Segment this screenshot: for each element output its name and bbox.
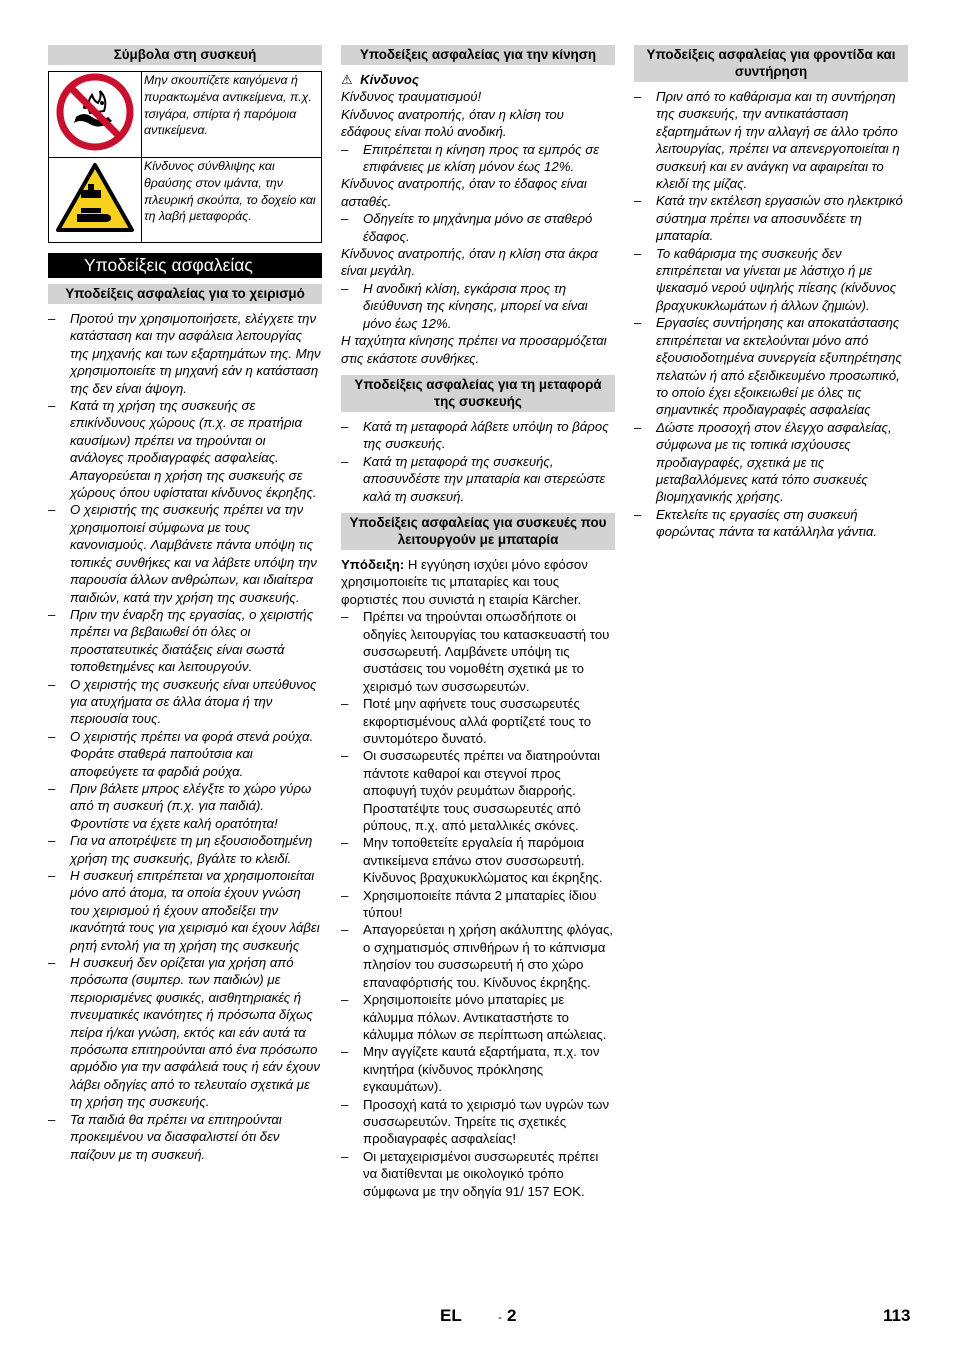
list-item: – Πρέπει να τηρούνται οπωσδήποτε οι οδηγίες λειτουργίας του κατασκευαστή του συσσωρευτή. Λαμβάνετε υπόψη τις συστάσεις του νομοθέτη σχετικά με το χειρισμό των συσσωρευτών.: [341, 608, 615, 695]
list-item: – Πριν την έναρξη της εργασίας, ο χειριστής πρέπει να βεβαιωθεί ότι όλες οι προστατευτικές διατάξεις είναι σωστά τοποθετημένες και λειτουργούν.: [48, 606, 322, 676]
care-list: [634, 88, 908, 541]
list-item: – Κατά τη μεταφορά της συσκευής, αποσυνδέστε την μπαταρία και στερεώστε καλά τη συσκευή.: [341, 453, 615, 505]
list-item: – Ποτέ μην αφήνετε τους συσσωρευτές εκφορτισμένους αλλά φορτίζετέ τους το συντομότερο δυνατό.: [341, 695, 615, 747]
handling-heading: Υποδείξεις ασφαλείας για το χειρισμό: [48, 284, 322, 304]
list-item: – Εκτελείτε τις εργασίες στη συσκευή φορώντας πάντα τα κατάλληλα γάντια.: [634, 506, 908, 541]
list-item: – Για να αποτρέψετε τη μη εξουσιοδοτημένη χρήση της συσκευής, βγάλτε το κλειδί.: [48, 832, 322, 867]
list-item: – Ο χειριστής της συσκευής πρέπει να την χρησιμοποιεί σύμφωνα με τους κανονισμούς. Λαμβάνετε πάντα υπόψη τις τοπικές συνθήκες και να λάβετε υπόψη την παρουσία άλλων ανθρώπων, και ιδιαίτερα παιδιών, κατά την χρήση της συσκευής.: [48, 501, 322, 605]
motion-list: [341, 141, 615, 176]
list-item: – Πριν βάλετε μπρος ελέγξτε το χώρο γύρω από τη συσκευή (π.χ. για παιδιά). Φροντίστε να έχετε καλή ορατότητα!: [48, 780, 322, 832]
handling-list: [48, 310, 322, 1163]
symbol-icon-cell: [49, 72, 142, 158]
symbol-row: [49, 158, 322, 243]
list-item: – Δώστε προσοχή στον έλεγχο ασφαλείας, σύμφωνα με τις τοπικά ισχύουσες προδιαγραφές, σχετικά με τις μεταβαλλόμενες κατά τόπο συσκευές βιομηχανικής χρήσης.: [634, 419, 908, 506]
list-item: – Προσοχή κατά το χειρισμό των υγρών των συσσωρευτών. Τηρείτε τις σχετικές προδιαγραφές ασφαλείας!: [341, 1096, 615, 1148]
list-item: – Προτού την χρησιμοποιήσετε, ελέγχετε την κατάσταση και την ασφάλεια λειτουργίας της μηχανής και των εξαρτημάτων της. Μην χρησιμοποιείτε τη μηχανή εάν η κατάσταση της δεν είναι άψογη.: [48, 310, 322, 397]
list-item: – Το καθάρισμα της συσκευής δεν επιτρέπεται να γίνεται με λάστιχο ή με ψεκασμό νερού υψηλής πίεσης (κίνδυνος βραχυκυκλωμάτων ή άλλων ζημιών).: [634, 245, 908, 315]
list-item: – Κατά τη χρήση της συσκευής σε επικίνδυνους χώρους (π.χ. σε πρατήρια καυσίμων) πρέπει να τηρούνται οι ανάλογες προδιαγραφές ασφαλείας. Απαγορεύεται η χρήση της συσκευής σε χώρους όπου υφίσταται κίνδυνος έκρηξης.: [48, 397, 322, 501]
list-item: – Χρησιμοποιείτε πάντα 2 μπαταρίες ίδιου τύπου!: [341, 887, 615, 922]
list-item: – Απαγορεύεται η χρήση ακάλυπτης φλόγας, ο σχηματισμός σπινθήρων ή το κάπνισμα πλησίον του συσσωρευτή ή στο χώρο επαναφόρτισής του. Κίνδυνος έκρηξης.: [341, 921, 615, 991]
list-item: – Μην αγγίζετε καυτά εξαρτήματα, π.χ. τον κινητήρα (κίνδυνος πρόκλησης εγκαυμάτων).: [341, 1043, 615, 1095]
list-item: – Κατά την εκτέλεση εργασιών στο ηλεκτρικό σύστημα πρέπει να αποσυνδέετε τη μπαταρία.: [634, 192, 908, 244]
list-item: – Η συσκευή δεν ορίζεται για χρήση από πρόσωπα (συμπερ. των παιδιών) με περιορισμένες φυσικές, αισθητηριακές ή πνευματικές ικανότητες ή πρόσωπα δίχως πείρα ή/και γνώση, εκτός και εάν αυτά τα πρόσωπα επιτηρούνται από ένα πρόσωπο αρμόδιο για την ασφάλειά τους ή εάν έχουν λάβει οδηγίες από το τελευταίο σχετικά με τη χρήση της συσκευής.: [48, 954, 322, 1111]
motion-paragraph: Κίνδυνος τραυματισμού!: [341, 89, 482, 105]
motion-heading: Υποδείξεις ασφαλείας για την κίνηση: [341, 45, 615, 65]
motion-list: [341, 280, 615, 332]
symbol-text: Μην σκουπίζετε καιγόμενα ή πυρακτωμένα αντικείμενα, π.χ. τσιγάρα, σπίρτα ή παρόμοια αντικείμενα.: [142, 72, 322, 158]
list-item: – Μην τοποθετείτε εργαλεία ή παρόμοια αντικείμενα επάνω στον συσσωρευτή. Κίνδυνος βραχυκυκλώματος και έκρηξης.: [341, 834, 615, 886]
list-item: – Ο χειριστής της συσκευής είναι υπεύθυνος για ατυχήματα σε άλλα άτομα ή την περιουσία τους.: [48, 676, 322, 728]
list-item: – Οι μεταχειρισμένοι συσσωρευτές πρέπει να διατίθενται με οικολογικό τρόπο σύμφωνα με την οδηγία 91/ 157 ΕΟΚ.: [341, 1148, 615, 1200]
column-3: [634, 45, 908, 541]
list-item: – Ο χειριστής πρέπει να φορά στενά ρούχα. Φοράτε σταθερά παπούτσια και αποφεύγετε τα φαρδιά ρούχα.: [48, 728, 322, 780]
symbol-row: [49, 72, 322, 158]
list-item: – Η ανοδική κλίση, εγκάρσια προς τη διεύθυνση της κίνησης, μπορεί να είναι μόνο έως 12%.: [341, 280, 615, 332]
battery-list: [341, 608, 615, 1200]
list-item: – Οδηγείτε το μηχάνημα μόνο σε σταθερό έδαφος.: [341, 210, 615, 245]
note-label: Υπόδειξη:: [341, 556, 405, 572]
list-item: – Τα παιδιά θα πρέπει να επιτηρούνται προκειμένου να διασφαλιστεί ότι δεν παίζουν με τη συσκευή.: [48, 1111, 322, 1163]
symbol-icon-cell: [49, 158, 142, 243]
transport-list: [341, 418, 615, 505]
motion-content: [341, 88, 615, 367]
motion-paragraph: Κίνδυνος ανατροπής, όταν η κλίση στα άκρα είναι μεγάλη.: [341, 246, 598, 279]
battery-note: [341, 556, 615, 608]
symbol-text: Κίνδυνος σύνθλιψης και θραύσης στον ιμάντα, την πλευρική σκούπα, το δοχείο και τη λαβή μεταφοράς.: [142, 158, 322, 243]
column-1: [48, 45, 322, 1163]
column-2: [341, 45, 615, 1200]
safety-main-heading: Υποδείξεις ασφαλείας: [48, 253, 322, 278]
note-text: Η εγγύηση ισχύει μόνο εφόσον χρησιμοποιείτε τις μπαταρίες και τους φορτιστές που συνιστά η εταιρία Kärcher.: [341, 556, 588, 607]
crush-hazard-icon: [55, 162, 135, 234]
footer-separator: -: [498, 1310, 502, 1324]
motion-paragraph: Κίνδυνος ανατροπής, όταν το έδαφος είναι ασταθές.: [341, 176, 587, 209]
page-number: 113: [883, 1306, 911, 1325]
list-item: – Η συσκευή επιτρέπεται να χρησιμοποιείται μόνο από άτομα, τα οποία έχουν γνώση του χειρισμού ή έχουν αποδείξει την ικανότητά τους για χειρισμό και έχουν λάβει ρητή εντολή για τη χρήση της συσκευής: [48, 867, 322, 954]
danger-line: [341, 71, 615, 88]
no-burning-objects-icon: [56, 73, 134, 151]
symbols-heading: Σύμβολα στη συσκευή: [48, 45, 322, 65]
footer-language: EL: [440, 1306, 462, 1325]
motion-paragraph: Η ταχύτητα κίνησης πρέπει να προσαρμόζεται στις εκάστοτε συνθήκες.: [341, 333, 607, 366]
danger-label: Κίνδυνος: [360, 72, 419, 87]
list-item: – Εργασίες συντήρησης και αποκατάστασης επιτρέπεται να εκτελούνται μόνο από εξουσιοδοτημένα συνεργεία εξυπηρέτησης πελατών ή από εξειδικευμένο προσωπικό, το οποίο έχει εξοικειωθεί με όλες τις σημαντικές προδιαγραφές ασφαλείας: [634, 314, 908, 418]
list-item: – Χρησιμοποιείτε μόνο μπαταρίες με κάλυμμα πόλων. Αντικαταστήστε το κάλυμμα πόλων σε περίπτωση απώλειας.: [341, 991, 615, 1043]
list-item: – Οι συσσωρευτές πρέπει να διατηρούνται πάντοτε καθαροί και στεγνοί προς αποφυγή τυχόν ρευμάτων διαρροής. Προστατέψτε τους συσσωρευτές από ρύπους, π.χ. από μεταλλικές σκόνες.: [341, 747, 615, 834]
motion-list: [341, 210, 615, 245]
motion-paragraph: Κίνδυνος ανατροπής, όταν η κλίση του εδάφους είναι πολύ ανοδική.: [341, 106, 564, 140]
list-item: – Κατά τη μεταφορά λάβετε υπόψη το βάρος της συσκευής.: [341, 418, 615, 453]
transport-heading: Υποδείξεις ασφαλείας για τη μεταφορά της συσκευής: [341, 375, 615, 412]
symbols-table: [48, 71, 322, 243]
list-item: – Επιτρέπεται η κίνηση προς τα εμπρός σε επιφάνειες με κλίση μόνον έως 12%.: [341, 141, 615, 176]
footer-section-number: 2: [507, 1306, 517, 1325]
warning-triangle-icon: ⚠: [341, 72, 353, 87]
care-heading: Υποδείξεις ασφαλείας για φροντίδα και συντήρηση: [634, 45, 908, 82]
battery-heading: Υποδείξεις ασφαλείας για συσκευές που λειτουργούν με μπαταρία: [341, 513, 615, 550]
list-item: – Πριν από το καθάρισμα και τη συντήρηση της συσκευής, την αντικατάσταση εξαρτημάτων ή την αλλαγή σε άλλο τρόπο λειτουργίας, πρέπει να απενεργοποιείται η συσκευή και εν ανάγκη να αφαιρείται το κλειδί της μίζας.: [634, 88, 908, 192]
